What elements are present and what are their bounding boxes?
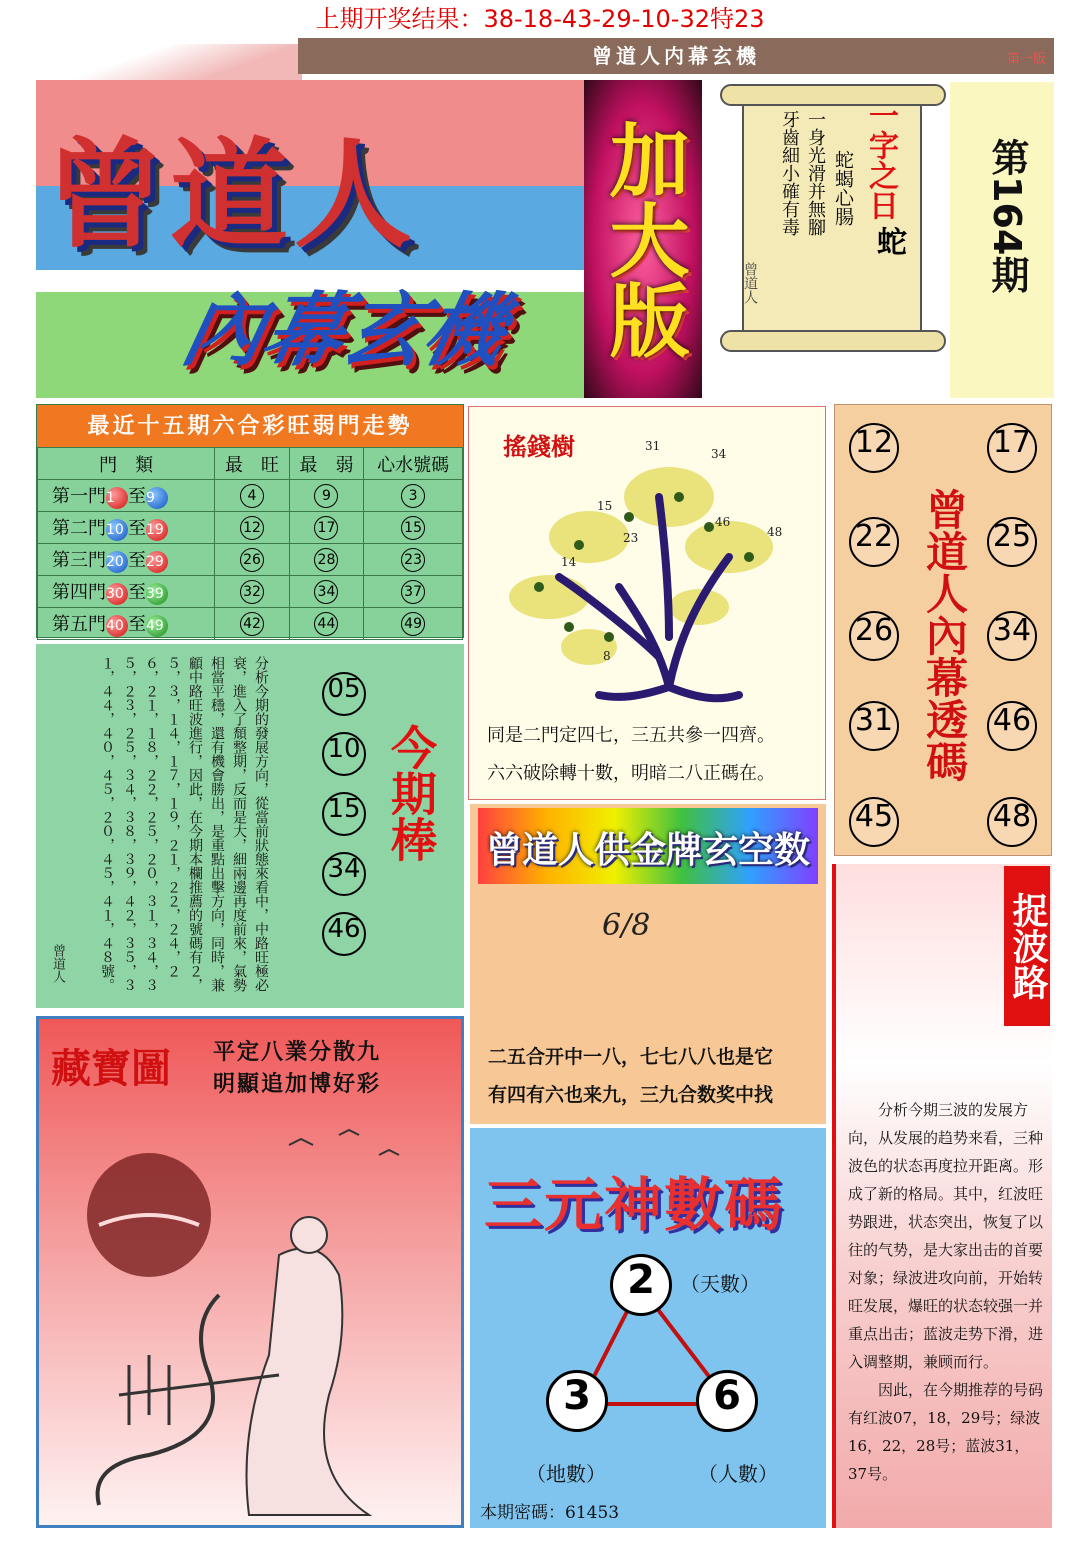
ball: 9 — [146, 487, 168, 509]
hot-number: 26 — [240, 548, 264, 572]
issue-box — [950, 82, 1054, 398]
money-tree-panel — [468, 406, 826, 800]
gold-code: 6/8 — [602, 908, 651, 943]
treasure-title: 藏寶圖 — [51, 1045, 171, 1092]
ball: 19 — [146, 519, 168, 541]
pick-number: 15 — [322, 792, 366, 836]
human-number: 6 — [696, 1370, 758, 1432]
number-circle: 34 — [987, 611, 1037, 661]
inside-numbers-title: 曾道人內幕透碼 — [920, 488, 969, 782]
money-tree-title: 搖錢樹 — [503, 432, 575, 461]
pick-number: 23 — [401, 548, 425, 572]
number-circle: 26 — [849, 611, 899, 661]
gold-title-bar — [478, 808, 818, 884]
riddle-signature: 曾道人 — [742, 262, 758, 304]
row-label: 第四門 — [52, 582, 106, 603]
heaven-number: 2 — [610, 1254, 672, 1316]
col-header: 門 類 — [38, 448, 215, 480]
tree-number: 23 — [623, 531, 639, 545]
range-sep: 至 — [128, 550, 146, 571]
gold-title: 曾道人供金牌玄空数 — [485, 830, 810, 871]
range-sep: 至 — [128, 518, 146, 539]
number-circle: 48 — [987, 797, 1037, 847]
pick-number: 15 — [401, 516, 425, 540]
analysis-signature: 曾道人 — [50, 944, 65, 983]
row-label: 第三門 — [52, 550, 106, 571]
col-header: 心水號碼 — [364, 448, 463, 480]
pick-number: 3 — [401, 484, 425, 508]
gold-number-panel — [470, 804, 826, 1124]
pick-number: 34 — [322, 852, 366, 896]
treasure-line-2: 明顯追加博好彩 — [213, 1071, 382, 1097]
main-banner — [36, 80, 702, 398]
number-circle: 12 — [849, 423, 899, 473]
header-wedge — [70, 44, 302, 80]
tree-number: 8 — [603, 649, 611, 663]
earth-label: （地數） — [526, 1462, 606, 1486]
inside-numbers-panel — [834, 404, 1052, 856]
secret-code: 本期密碼：61453 — [480, 1503, 620, 1523]
tree-poem-line-2: 六六破除轉十數，明暗二八正碼在。 — [487, 763, 775, 784]
heaven-label: （天數） — [680, 1272, 760, 1296]
wave-text — [848, 1096, 1048, 1488]
sanyuan-panel — [470, 1128, 826, 1528]
wave-panel — [832, 864, 1052, 1528]
tree-number: 15 — [597, 499, 613, 513]
hot-number: 12 — [240, 516, 264, 540]
table-row — [38, 544, 463, 576]
banner-tag-text: 加大版 — [596, 119, 690, 359]
tree-poem-line-1: 同是二門定四七，三五共參一四齊。 — [487, 725, 775, 746]
number-circle: 31 — [849, 701, 899, 751]
table-row — [38, 576, 463, 608]
ball: 1 — [106, 487, 128, 509]
edition-label: 第一版 — [1006, 52, 1046, 67]
ball: 10 — [106, 519, 128, 541]
range-sep: 至 — [128, 614, 146, 635]
issue-number: 第164期 — [985, 138, 1029, 294]
pick-number: 46 — [322, 912, 366, 956]
pick-number: 05 — [322, 672, 366, 716]
ball: 39 — [146, 583, 168, 605]
analysis-text: 分析今期的發展方向，從當前狀態來看中，中路旺極必衰，進入了頹整期，反而是大，細兩邊再度前來，氣勢相當平穩，還有機會勝出，是重點出擊方向，同時，兼顧中路旺波進行，因此，在今期本欄推薦的號碼有２，５，３，１４，１７，１９，２１，２２，２４，２６，２１，１８，２２，２５，２０，３１，３４，３５，２３，２５，３４，３８，３９，４２，３５，３１，４４，４０，４５，２０，４５，４１，４８號。 — [99, 656, 269, 992]
hot-number: 32 — [240, 580, 264, 604]
banner-subtitle: 內幕玄機 — [174, 284, 515, 377]
riddle-heading: 一字之日 — [863, 100, 898, 220]
tree-number: 34 — [711, 447, 727, 461]
trend-grid — [37, 447, 463, 640]
cold-number: 28 — [314, 548, 338, 572]
trend-title: 最近十五期六合彩旺弱門走勢 — [37, 405, 463, 447]
number-circle: 22 — [849, 517, 899, 567]
number-circle: 25 — [987, 517, 1037, 567]
number-circle: 45 — [849, 797, 899, 847]
range-sep: 至 — [128, 486, 146, 507]
trend-table — [36, 404, 464, 638]
wave-label: 捉波路 — [1004, 866, 1050, 1026]
number-circle: 46 — [987, 701, 1037, 751]
riddle-line-3: 牙齒細小確有毒 — [779, 110, 800, 236]
wave-para-2: 因此，在今期推荐的号码有红波07，18，29号；绿波16，22，28号；蓝波31，37号。 — [848, 1381, 1044, 1483]
tree-illustration — [469, 437, 825, 737]
tree-number: 14 — [561, 555, 577, 569]
riddle-line-2: 一身光滑并無腳 — [805, 110, 826, 236]
col-header: 最 旺 — [215, 448, 289, 480]
col-header: 最 弱 — [289, 448, 363, 480]
treasure-line-1: 平定八業分散九 — [213, 1039, 382, 1065]
human-label: （人數） — [698, 1462, 778, 1486]
ball: 30 — [106, 583, 128, 605]
today-pick-label: 今期棒 — [384, 724, 438, 862]
tree-number: 48 — [767, 525, 783, 539]
banner-title: 曾道人 — [46, 125, 419, 264]
number-circle: 17 — [987, 423, 1037, 473]
row-label: 第一門 — [52, 486, 106, 507]
cold-number: 9 — [314, 484, 338, 508]
table-row — [38, 480, 463, 512]
table-row — [38, 512, 463, 544]
pick-number: 37 — [401, 580, 425, 604]
hot-number: 42 — [240, 612, 264, 636]
range-sep: 至 — [128, 582, 146, 603]
treasure-illustration — [39, 1105, 459, 1525]
header-bar — [298, 38, 1054, 74]
treasure-map-panel — [36, 1016, 464, 1528]
sanyuan-title: 三元神數碼 — [484, 1171, 785, 1239]
row-label: 第二門 — [52, 518, 106, 539]
tree-number: 31 — [645, 439, 661, 453]
ball: 49 — [146, 615, 168, 637]
table-row — [38, 608, 463, 640]
earth-number: 3 — [546, 1370, 608, 1432]
gold-poem-line-2: 有四有六也来九，三九合数奖中找 — [488, 1084, 774, 1106]
pick-number: 49 — [401, 612, 425, 636]
banner-tag — [584, 80, 702, 398]
gold-poem-line-1: 二五合开中一八，七七八八也是它 — [488, 1046, 774, 1068]
cold-number: 34 — [314, 580, 338, 604]
row-label: 第五門 — [52, 614, 106, 635]
wave-para-1: 分析今期三波的发展方向，从发展的趋势来看，三种波色的状态再度拉开距离。形成了新的格局。其中，红波旺势跟进，状态突出，恢复了以往的气势，是大家出击的首要对象；绿波进攻向前，开始转旺发展，爆旺的状态较强一并重点出击；蓝波走势下滑，进入调整期，兼顾而行。 — [848, 1101, 1044, 1371]
riddle-answer: 蛇 — [871, 226, 906, 256]
tree-number: 46 — [715, 515, 731, 529]
hot-number: 4 — [240, 484, 264, 508]
pick-number: 10 — [322, 732, 366, 776]
cold-number: 44 — [314, 612, 338, 636]
ball: 29 — [146, 551, 168, 573]
cold-number: 17 — [314, 516, 338, 540]
ball: 20 — [106, 551, 128, 573]
ball: 40 — [106, 615, 128, 637]
header-title: 曾道人内幕玄機 — [592, 44, 760, 68]
last-result: 上期开奖结果：38-18-43-29-10-32特23 — [315, 5, 765, 33]
riddle-line-1: 蛇蝎心腸 — [832, 150, 854, 226]
